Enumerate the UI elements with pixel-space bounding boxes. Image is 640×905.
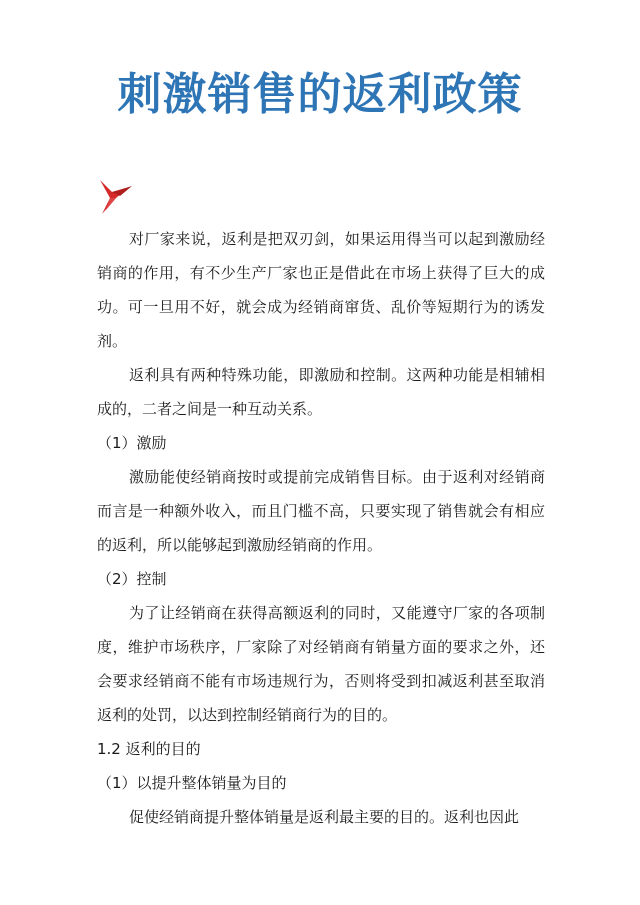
paragraph-intro: 对厂家来说，返利是把双刃剑，如果运用得当可以起到激励经销商的作用，有不少生产厂家也正是借此在市场上获得了巨大的成功。可一旦用不好，就会成为经销商窜货、乱价等短期行为的诱发剂。 (97, 230, 545, 350)
heading-purpose: 1.2 返利的目的 (97, 740, 201, 758)
heading-incentive: （1）激励 (97, 434, 167, 452)
paragraph-functions: 返利具有两种特殊功能，即激励和控制。这两种功能是相辅相成的，二者之间是一种互动关系。 (97, 366, 545, 418)
paragraph-control: 为了让经销商在获得高额返利的同时，又能遵守厂家的各项制度，维护市场秩序，厂家除了对经销商有销量方面的要求之外，还会要求经销商不能有市场违规行为，否则将受到扣减返利甚至取消返利的处罚，以达到控制经销商行为的目的。 (97, 604, 545, 724)
document-body (97, 222, 545, 834)
paragraph-sales-goal: 促使经销商提升整体销量是返利最主要的目的。返利也因此 (129, 808, 520, 826)
heading-sales-goal: （1）以提升整体销量为目的 (97, 774, 287, 792)
paragraph-incentive: 激励能使经销商按时或提前完成销售目标。由于返利对经销商而言是一种额外收入，而且门槛不高，只要实现了销售就会有相应的返利，所以能够起到激励经销商的作用。 (97, 468, 545, 554)
document-title: 刺激销售的返利政策 (117, 69, 523, 120)
heading-control: （2）控制 (97, 570, 167, 588)
red-bird-icon (98, 178, 134, 216)
